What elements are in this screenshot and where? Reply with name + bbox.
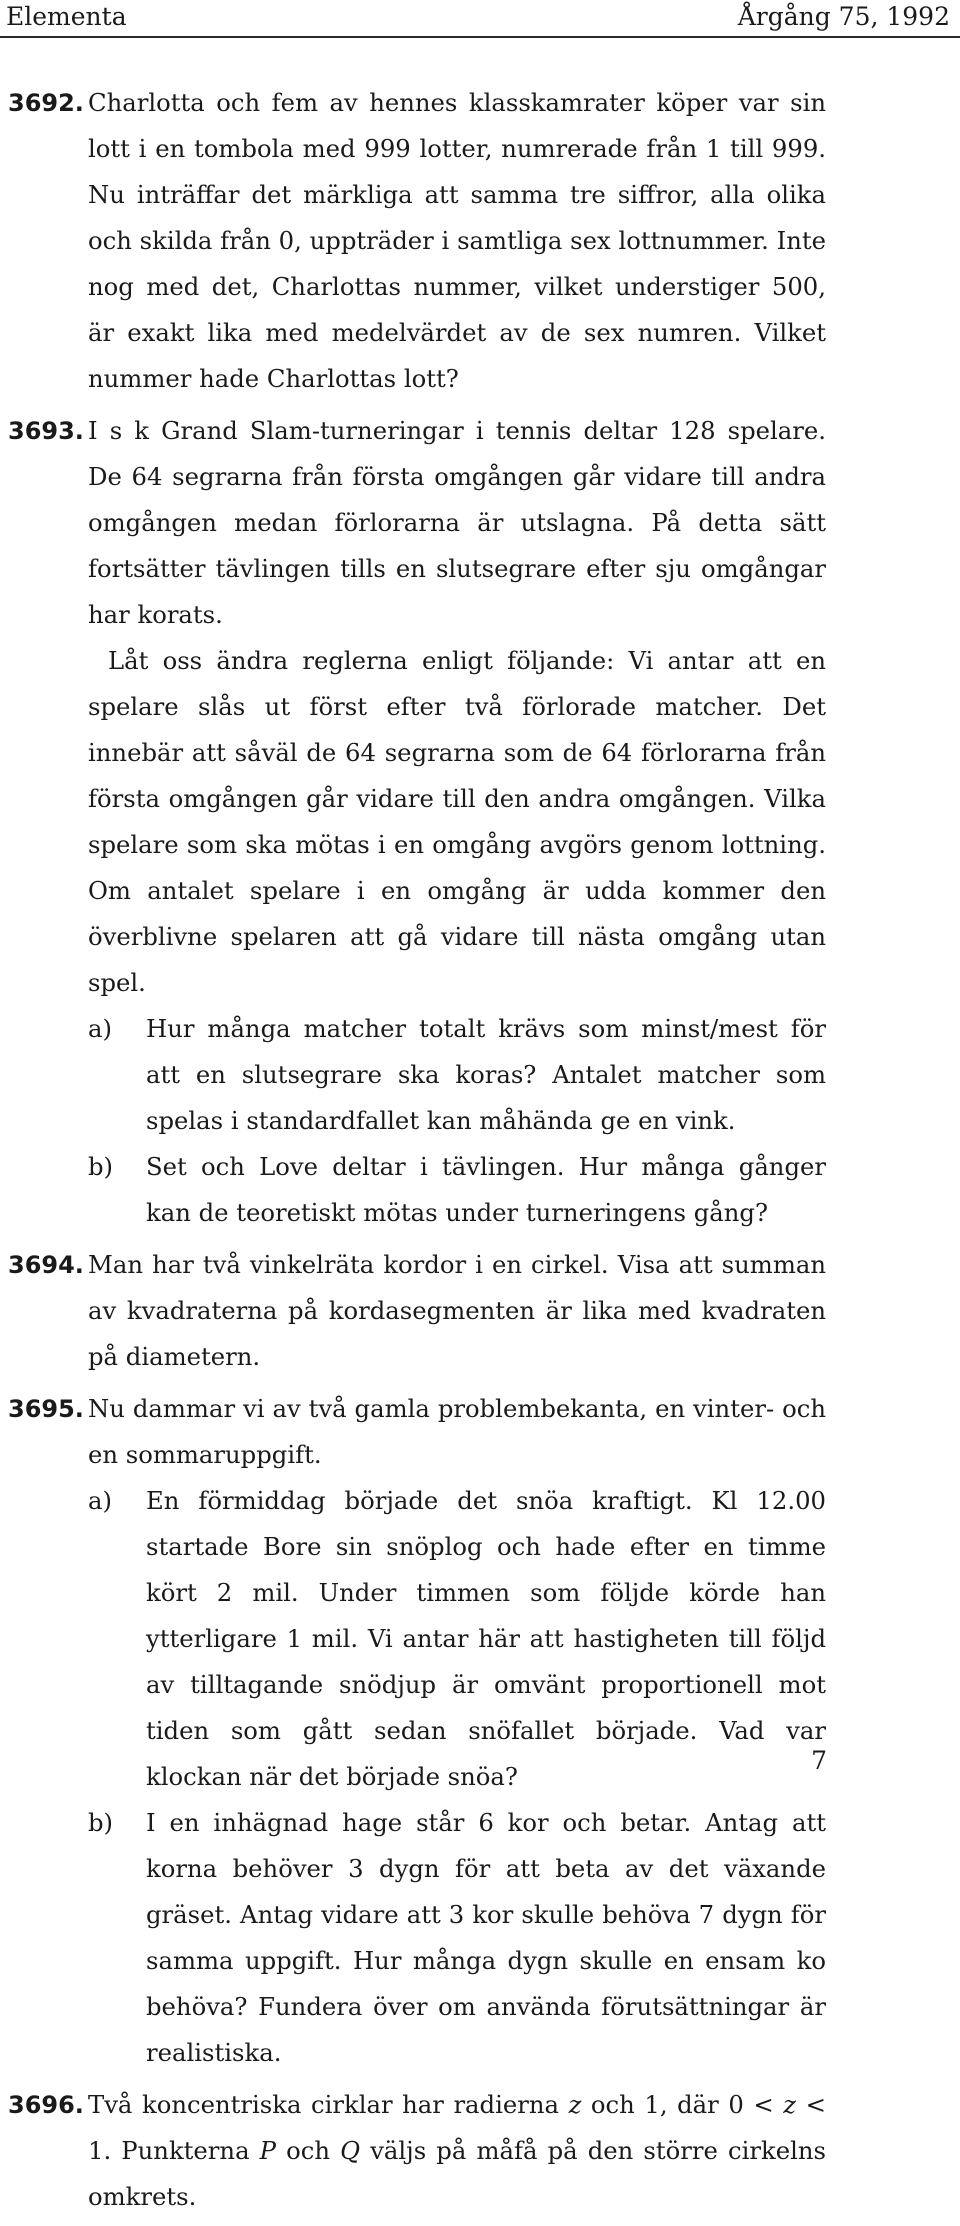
problem-3696 [0,2082,960,2220]
problem-text [88,408,826,1236]
subpart-text: Hur många matcher totalt krävs som minst/mest för att en slutsegrare ska koras? Antalet matcher som spelas i standardfallet kan måhända ge en vink. [146,1014,826,1135]
problem-paragraph: Nu dammar vi av två gamla problembekanta, en vinter- och en sommaruppgift. [88,1394,826,1469]
problem-paragraph: Charlotta och fem av hennes klasskamrater köper var sin lott i en tombola med 999 lotter, numrerade från 1 till 999. Nu inträffar det märkliga att samma tre siffror, alla olika och skilda från 0, uppträder i samtliga sex lottnummer. Inte nog med det, Charlottas nummer, vilket understiger 500, är exakt lika med medelvärdet av de sex numren. Vilket nummer hade Charlottas lott? [88,88,826,393]
problem-number: 3695. [8,1395,84,1423]
problem-paragraph: Man har två vinkelräta kordor i en cirkel. Visa att summan av kvadraterna på kordasegmenten är lika med kvadraten på diametern. [88,1250,826,1371]
subpart-label: a) [88,1486,112,1515]
problem-number: 3696. [8,2091,84,2119]
problem-paragraph [88,2082,826,2220]
subpart-label: b) [88,1152,114,1181]
problems-section [0,80,960,2226]
subpart-b [88,1144,826,1236]
text-run: och [276,2136,341,2165]
header-rule [0,36,960,38]
problem-text [88,1242,826,1380]
math-variable: z [568,2090,582,2119]
text-run: väljs på måfå på den större cirkelns omkrets. [88,2136,826,2211]
running-header [0,0,960,38]
problem-text [88,1386,826,2076]
problem-paragraph: I s k Grand Slam-turneringar i tennis deltar 128 spelare. De 64 segrarna från första omgången går vidare till andra omgången medan förlorarna är utslagna. På detta sätt fortsätter tävlingen tills en slutsegrare efter sju omgångar har korats. [88,416,826,629]
page-number: 7 [811,1746,827,1775]
problem-number: 3692. [8,89,84,117]
problem-3695 [0,1386,960,2076]
problem-number: 3693. [8,417,84,445]
subpart-a [88,1006,826,1144]
problem-3692 [0,80,960,402]
problem-3693 [0,408,960,1236]
text-run: Två koncentriska cirklar har radierna [88,2090,569,2119]
problem-text [88,80,826,402]
subpart-text: I en inhägnad hage står 6 kor och betar. Antag att korna behöver 3 dygn för att beta av det växande gräset. Antag vidare att 3 kor skulle behöva 7 dygn för samma uppgift. Hur många dygn skulle en ensam ko behöva? Fundera över om använda förutsättningar är realistiska. [146,1808,826,2067]
subpart-b [88,1800,826,2076]
math-variable: z [783,2090,797,2119]
text-run: < 1. Punkterna [88,2090,826,2165]
problem-number: 3694. [8,1251,84,1279]
problem-3694 [0,1242,960,1380]
problem-text [88,2082,826,2220]
volume-year: Årgång 75, 1992 [737,2,950,31]
subpart-label: a) [88,1014,112,1043]
math-variable: P [259,2136,277,2165]
subpart-text: En förmiddag började det snöa kraftigt. Kl 12.00 startade Bore sin snöplog och hade efter en timme kört 2 mil. Under timmen som följde körde han ytterligare 1 mil. Vi antar här att hastigheten till följd av tilltagande snödjup är omvänt proportionell mot tiden som gått sedan snöfallet började. Vad var klockan när det började snöa? [146,1486,826,1791]
subpart-label: b) [88,1808,114,1837]
math-variable: Q [340,2136,361,2165]
subpart-a [88,1478,826,1800]
text-run: och 1, där 0 < [581,2090,784,2119]
journal-name: Elementa [6,2,127,31]
problem-paragraph: Låt oss ändra reglerna enligt följande: Vi antar att en spelare slås ut först efter två förlorade matcher. Det innebär att såväl de 64 segrarna som de 64 förlorarna från första omgången går vidare till den andra omgången. Vilka spelare som ska mötas i en omgång avgörs genom lottning. Om antalet spelare i en omgång är udda kommer den överblivne spelaren att gå vidare till nästa omgång utan spel. [88,646,826,997]
subpart-text: Set och Love deltar i tävlingen. Hur många gånger kan de teoretiskt mötas under turneringens gång? [146,1152,826,1227]
